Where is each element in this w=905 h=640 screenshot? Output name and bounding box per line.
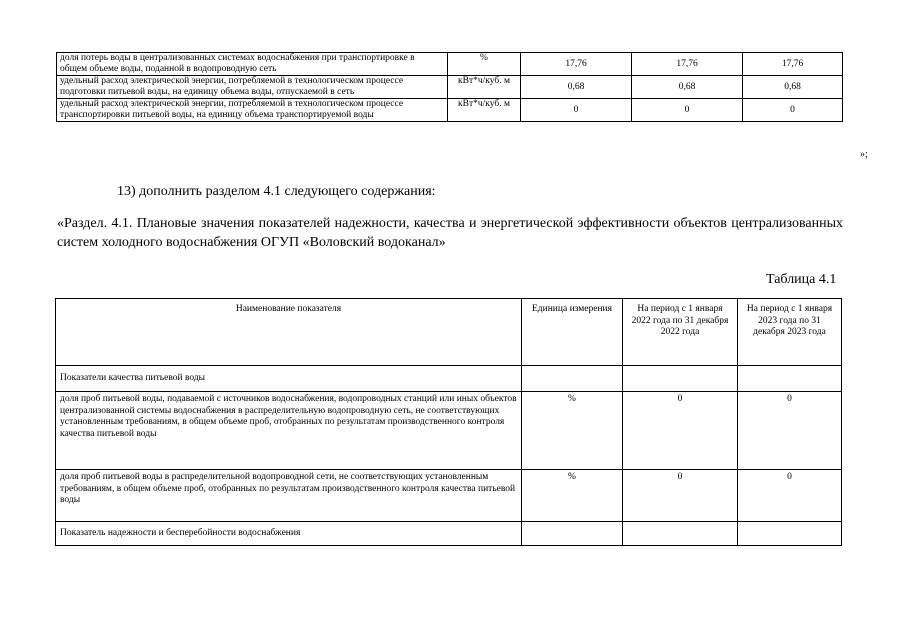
header-period-2022: На период с 1 января 2022 года по 31 декабря 2022 года [623,299,738,366]
value-cell: 0,68 [743,76,843,99]
unit-cell: кВт*ч/куб. м [448,99,521,122]
value-cell: 17,76 [743,53,843,76]
value-cell: 0 [743,99,843,122]
section-row [56,522,842,546]
header-period-2023: На период с 1 января 2023 года по 31 декабря 2023 года [738,299,842,366]
indicator-name: доля проб питьевой воды, подаваемой с источников водоснабжения, водопроводных станций или иных объектов централизованной системы водоснабжения в распределительную водопроводную сеть, не соответствующих установленным требованиям, в общем объеме проб, отобранных по результатам производственного контроля качества питьевой воды [56,392,522,470]
table-row [57,53,843,76]
unit-cell: % [448,53,521,76]
closing-quote: »; [860,149,868,160]
header-unit: Единица измерения [522,299,623,366]
section-title: «Раздел. 4.1. Плановые значения показателей надежности, качества и энергетической эффективности объектов централизованных систем холодного водоснабжения ОГУП «Воловский водоканал» [57,216,843,250]
table-row [57,76,843,99]
table-row [57,99,843,122]
section-quality: Показатели качества питьевой воды [56,366,522,392]
section-row [56,366,842,392]
value-cell: 0 [632,99,743,122]
value-cell: 0,68 [632,76,743,99]
table-header-row [56,299,842,366]
value-cell: 0,68 [521,76,632,99]
empty-cell [738,522,842,546]
value-cell: 17,76 [521,53,632,76]
table-row [56,392,842,470]
main-table [55,298,842,546]
empty-cell [522,522,623,546]
indicator-name: доля потерь воды в централизованных системах водоснабжения при транспортировке в общем объеме воды, поданной в водопроводную сеть [57,53,448,76]
empty-cell [623,522,738,546]
top-table [56,52,843,122]
item-13-text: 13) дополнить разделом 4.1 следующего содержания: [117,184,436,199]
unit-cell: кВт*ч/куб. м [448,76,521,99]
empty-cell [738,366,842,392]
section-reliability: Показатель надежности и бесперебойности водоснабжения [56,522,522,546]
value-cell: 0 [738,392,842,470]
empty-cell [623,366,738,392]
value-cell: 0 [623,392,738,470]
table-label: Таблица 4.1 [766,272,837,287]
value-cell: 17,76 [632,53,743,76]
indicator-name: удельный расход электрической энергии, потребляемой в технологическом процессе подготовки питьевой воды, на единицу объема воды, отпускаемой в сеть [57,76,448,99]
value-cell: 0 [521,99,632,122]
empty-cell [522,366,623,392]
table-row [56,470,842,522]
indicator-name: удельный расход электрической энергии, потребляемой в технологическом процессе транспортировки питьевой воды, на единицу объема транспортируемой воды [57,99,448,122]
value-cell: 0 [623,470,738,522]
unit-cell: % [522,392,623,470]
indicator-name: доля проб питьевой воды в распределительной водопроводной сети, не соответствующих установленным требованиям, в общем объеме проб, отобранных по результатам производственного контроля качества питьевой воды [56,470,522,522]
value-cell: 0 [738,470,842,522]
unit-cell: % [522,470,623,522]
header-name: Наименование показателя [56,299,522,366]
